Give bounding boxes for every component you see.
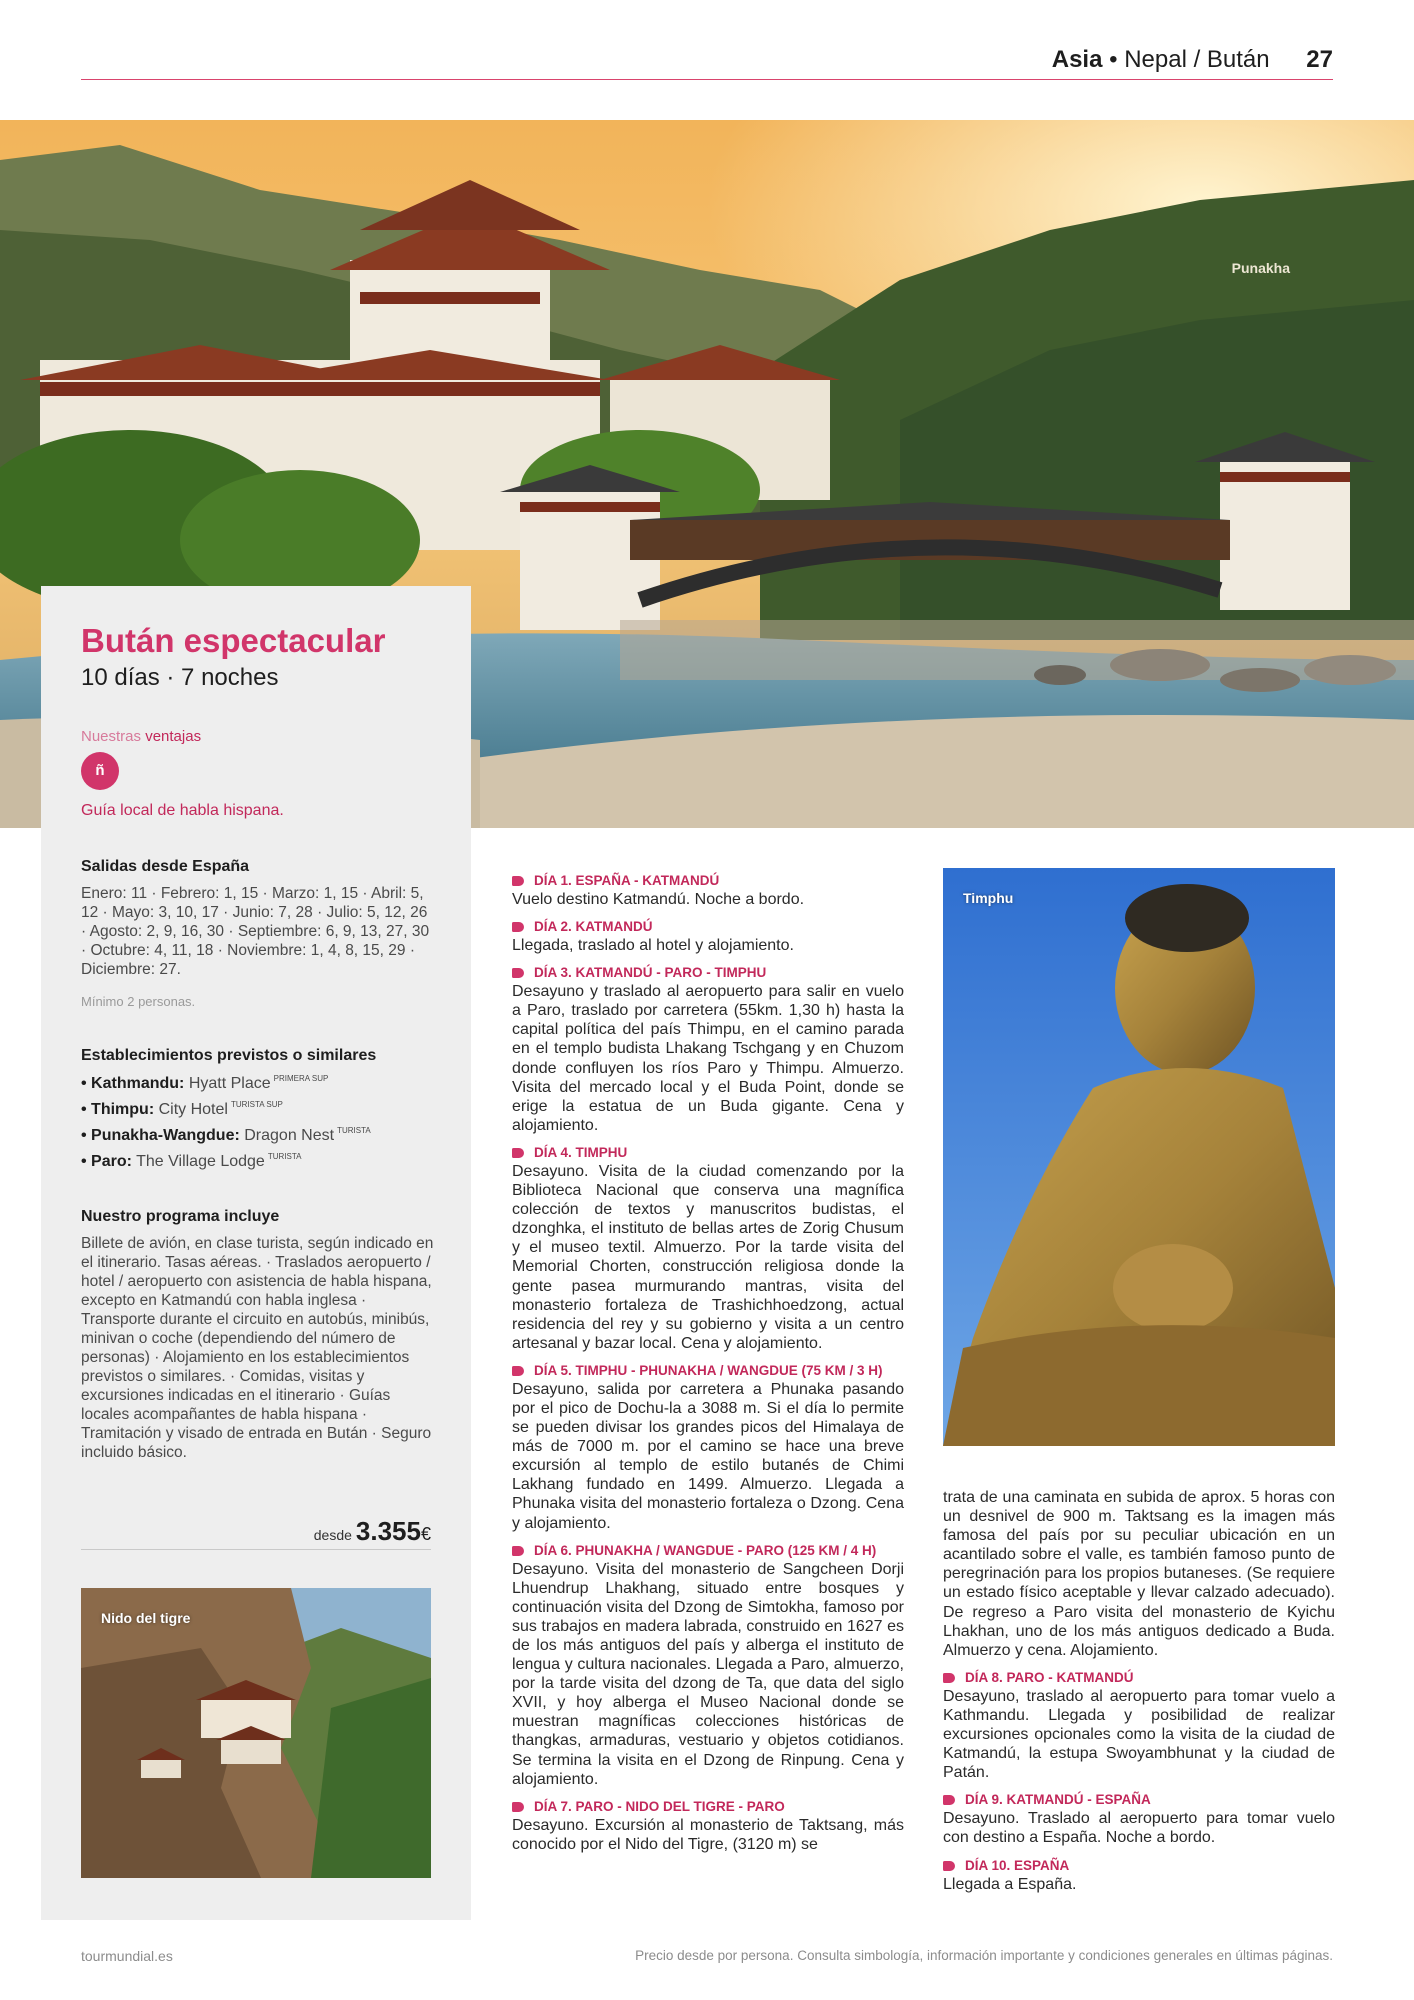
hotel-item-paro <box>81 1152 301 1171</box>
day-heading: DÍA 2. KATMANDÚ <box>512 918 904 936</box>
price-from-label: desde <box>313 1527 352 1543</box>
day-text: Llegada, traslado al hotel y alojamiento. <box>512 937 794 955</box>
itinerary-day <box>512 1542 904 1789</box>
hotel-name: Dragon Nest <box>244 1127 335 1144</box>
hotel-item-kathmandu <box>81 1074 328 1093</box>
hotel-category: TURISTA <box>267 1152 302 1161</box>
itinerary-day <box>943 1669 1335 1782</box>
hotel-city: • Punakha-Wangdue: <box>81 1127 240 1144</box>
program-text: Billete de avión, en clase turista, según indicado en el itinerario. Tasas aéreas. · Traslados aeropuerto / hotel / aeropuerto con asistencia de habla hispana, excepto en Katmandú con habla inglesa · Transporte durante el circuito en autobús, minibús, minivan o coche (dependiendo del número de personas) · Alojamiento en los establecimientos previstos o similares. · Comidas, visitas y excursiones indicadas en el itinerario · Guías locales acompañantes de habla hispana · Tramitación y visado de entrada en Bután · Seguro incluido básico. <box>81 1235 434 1461</box>
itinerary-column-right <box>943 1488 1335 1903</box>
itinerary-day <box>512 1144 904 1353</box>
header-separator: • <box>1109 46 1118 73</box>
tiger-nest-photo <box>81 1588 431 1878</box>
day-text: Vuelo destino Katmandú. Noche a bordo. <box>512 891 805 908</box>
day-text: Desayuno. Visita de la ciudad comenzando por la Biblioteca Nacional que conserva una magnífica colección de textos y manuscritos budistas, el dzonghka, el instituto de bellas artes de Zorig Chusum y el museo textil. Almuerzo. Por la tarde visita del Memorial Chorten, construcción religiosa donde la gente pasea murmurando mantras, visita del monasterio fortaleza de Trashichhoedzong, actual residencia del rey y su gobierno y visita a un centro artesanal y bazar local. Cena y alojamiento. <box>512 1162 904 1352</box>
hero-caption: Punakha <box>1231 260 1290 276</box>
buddha-statue-photo <box>943 868 1335 1446</box>
footer-disclaimer: Precio desde por persona. Consulta simbología, información importante y condiciones generales en últimas páginas. <box>635 1948 1333 1963</box>
footer-website: tourmundial.es <box>81 1948 173 1964</box>
hotels-title: Establecimientos previstos o similares <box>81 1047 377 1064</box>
advantages-heading-bold: ventajas <box>145 728 202 745</box>
hotel-category: PRIMERA SUP <box>273 1074 329 1083</box>
spanish-guide-icon: ñ <box>81 752 119 790</box>
hotel-name: City Hotel <box>158 1101 228 1118</box>
buddha-caption: Timphu <box>963 890 1014 906</box>
departures-text: Enero: 11 · Febrero: 1, 15 · Marzo: 1, 15 · Abril: 5, 12 · Mayo: 3, 10, 17 · Junio: 7, 28 · Julio: 5, 12, 26 · Agosto: 2, 9, 16, 30 · Septiembre: 6, 9, 13, 27, 30 · Octubre: 4, 11, 18 · Noviembre: 1, 4, 8, 15, 29 · Diciembre: 27. <box>81 885 430 978</box>
hotel-city: • Thimpu: <box>81 1101 155 1118</box>
program-title: Nuestro programa incluye <box>81 1208 280 1225</box>
day-heading: DÍA 5. TIMPHU - PHUNAKHA / WANGDUE (75 KM / 3 H) <box>512 1362 904 1380</box>
hotel-category: TURISTA SUP <box>230 1100 283 1109</box>
hotel-category: TURISTA <box>337 1126 371 1135</box>
minimum-persons-note: Mínimo 2 personas. <box>81 994 196 1009</box>
itinerary-day <box>512 964 904 1135</box>
page-header <box>81 44 1333 80</box>
header-countries: Nepal / Bután <box>1124 46 1270 73</box>
tiger-nest-caption: Nido del tigre <box>101 1610 191 1626</box>
advantage-text: Guía local de habla hispana. <box>81 802 284 819</box>
itinerary-column-middle <box>512 872 904 1863</box>
advantages-heading <box>81 728 201 745</box>
itinerary-day <box>512 918 904 955</box>
day-text: trata de una caminata en subida de aprox. 5 horas con un desnivel de 900 m. Taktsang es la imagen más famosa del país por su peculiar ubicación en un acantilado sobre el valle, es también famoso punto de peregrinación para los propios butaneses. (Se requiere un estado físico aceptable y llevar calzado adecuado). De regreso a Paro visita del monasterio de Kyichu Lhakhan, uno de los más antiguos dedicado a Buda. Almuerzo y cena. Alojamiento. <box>943 1489 1335 1659</box>
price-amount: 3.355 <box>355 1516 421 1546</box>
day-heading: DÍA 6. PHUNAKHA / WANGDUE - PARO (125 KM / 4 H) <box>512 1542 904 1560</box>
departures-title: Salidas desde España <box>81 858 250 875</box>
trip-title: Bután espectacular <box>81 622 386 659</box>
day-heading: DÍA 3. KATMANDÚ - PARO - TIMPHU <box>512 964 904 982</box>
day-heading: DÍA 10. ESPAÑA <box>943 1857 1335 1875</box>
price-block <box>81 1516 431 1550</box>
header-breadcrumb <box>1052 46 1333 74</box>
itinerary-day <box>512 872 904 909</box>
day-text: Desayuno y traslado al aeropuerto para salir en vuelo a Paro, traslado por carretera (55km. 1,30 h) hasta la capital política del país Thimpu, en el camino parada en el templo budista Lhakang Tschgang y en Chuzom donde confluyen los ríos Paro y Thimpu. Almuerzo. Visita del mercado local y el Buda Point, donde se erige la estatua de un Buda gigante. Cena y alojamiento. <box>512 983 904 1134</box>
hotel-item-thimpu <box>81 1100 283 1119</box>
hotel-name: The Village Lodge <box>136 1153 265 1170</box>
day-heading: DÍA 9. KATMANDÚ - ESPAÑA <box>943 1791 1335 1809</box>
itinerary-day <box>512 1362 904 1533</box>
day-heading: DÍA 7. PARO - NIDO DEL TIGRE - PARO <box>512 1798 904 1816</box>
price-currency: € <box>420 1524 431 1544</box>
day-text: Desayuno, salida por carretera a Phunaka pasando por el pico de Dochu-la a 3088 m. Si el día lo permite se pueden divisar los grandes picos del Himalaya de más de 7000 m. por el camino se hace una breve excursión al templo de estilo butanés de Chimi Lakhang fundado en 1499. Almuerzo. Llegada a Phunaka visita del monasterio fortaleza o Dzong. Cena y alojamiento. <box>512 1380 904 1532</box>
trip-duration: 10 días · 7 noches <box>81 664 279 691</box>
itinerary-day <box>512 1798 904 1854</box>
day-heading: DÍA 8. PARO - KATMANDÚ <box>943 1669 1335 1687</box>
hotel-city: • Kathmandu: <box>81 1075 185 1092</box>
day-text: Desayuno, traslado al aeropuerto para tomar vuelo a Kathmandu. Llegada y posibilidad de realizar excursiones opcionales como la visita de la ciudad de Katmandú, la estupa Swoyambhunat y la ciudad de Patán. <box>943 1687 1335 1782</box>
hotel-item-punakha <box>81 1126 371 1145</box>
page-number: 27 <box>1306 46 1333 73</box>
day-text: Desayuno. Traslado al aeropuerto para tomar vuelo con destino a España. Noche a bordo. <box>943 1810 1335 1847</box>
header-region: Asia <box>1051 46 1103 73</box>
itinerary-day <box>943 1791 1335 1847</box>
day-heading: DÍA 4. TIMPHU <box>512 1144 904 1162</box>
day-text: Llegada a España. <box>943 1875 1077 1893</box>
day-text: Desayuno. Visita del monasterio de Sangcheen Dorji Lhuendrup Lhakhang, situado entre bosques y continuación visita del Dzong de Simtokha, famoso por sus trabajos en madera labrada, construido en 1627 es de los más antiguos del país y alberga el instituto de lengua y cultura nacionales. Llegada a Paro, almuerzo, por la tarde visita del dzong de Ta, que data del siglo XVII, y hoy alberga el Museo Nacional donde se muestran magníficas colecciones históricas de thangkas, armaduras, vestuario y objetos cotidianos. Se termina la visita en el Dzong de Rinpung. Cena y alojamiento. <box>512 1560 904 1788</box>
hotel-name: Hyatt Place <box>188 1075 271 1092</box>
day-heading: DÍA 1. ESPAÑA - KATMANDÚ <box>512 872 904 890</box>
hotel-city: • Paro: <box>81 1153 132 1170</box>
advantages-heading-light: Nuestras <box>81 728 142 745</box>
day-text: Desayuno. Excursión al monasterio de Taktsang, más conocido por el Nido del Tigre, (3120 m) se <box>512 1816 904 1853</box>
itinerary-day-continued <box>943 1488 1335 1660</box>
itinerary-day <box>943 1857 1335 1894</box>
